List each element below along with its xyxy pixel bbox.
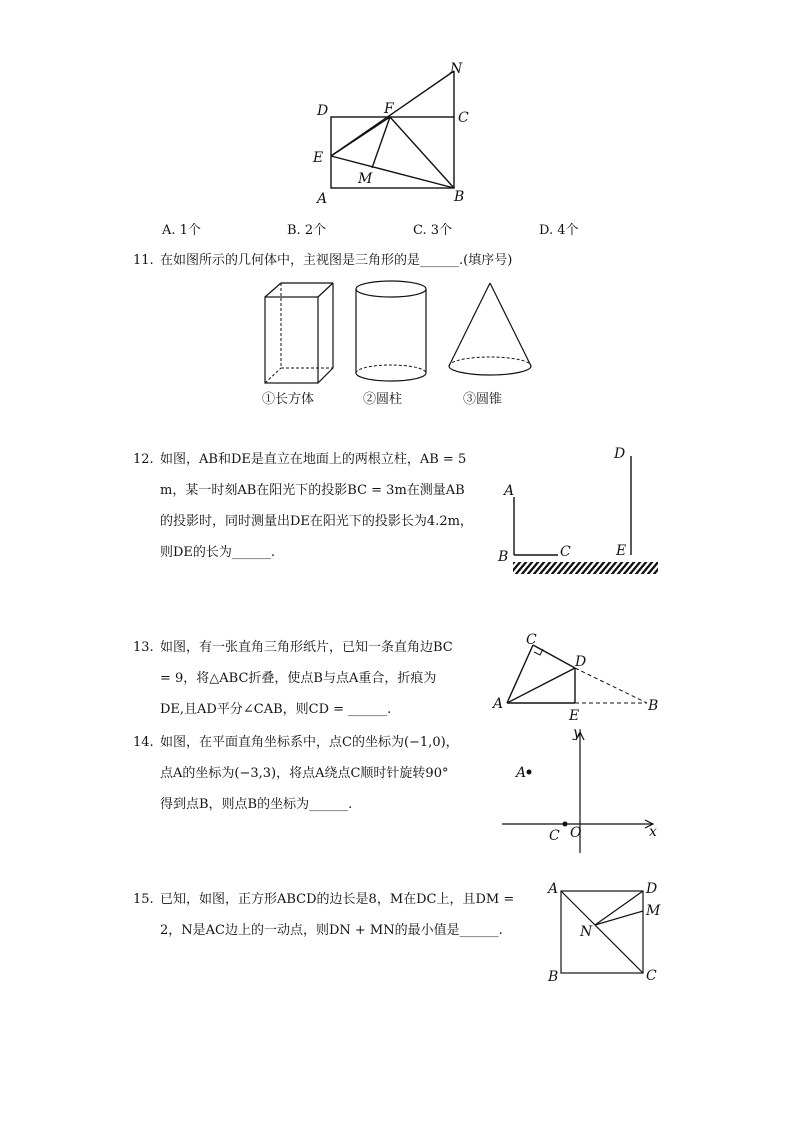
q11-number: 11.	[133, 253, 154, 268]
q12-label-e: E	[616, 543, 627, 559]
q10-option-b[interactable]: B. 2个	[287, 223, 327, 238]
q14-figure	[500, 725, 665, 860]
q14-label-x: x	[649, 824, 657, 840]
q14-label-o: O	[570, 825, 582, 841]
q13-label-c: C	[526, 632, 537, 648]
q15-label-d: D	[646, 881, 658, 897]
q11-text: 在如图所示的几何体中，主视图是三角形的是______.(填序号)	[160, 253, 513, 268]
q12-label-c: C	[560, 544, 571, 560]
q13-label-b: B	[648, 698, 659, 714]
q12-line-4: 则DE的长为______.	[160, 545, 276, 560]
q10-label-m: M	[358, 171, 373, 187]
q15-line-1: 已知，如图，正方形ABCD的边长是8，M在DC上，且DM =	[160, 892, 515, 907]
q12-line-2: m，某一时刻AB在阳光下的投影BC = 3m在测量AB	[160, 483, 465, 498]
q15-label-b: B	[548, 969, 559, 985]
q15-label-a: A	[548, 881, 559, 897]
q10-label-e: E	[313, 150, 324, 166]
q13-number: 13.	[133, 640, 154, 655]
q10-option-c[interactable]: C. 3个	[413, 223, 453, 238]
q14-line-1: 如图，在平面直角坐标系中，点C的坐标为(−1,0)，	[160, 735, 459, 750]
q11-solid-cuboid-label: ①长方体	[262, 392, 315, 407]
q14-label-c: C	[549, 828, 560, 844]
q10-label-c: C	[458, 110, 469, 126]
q12-number: 12.	[133, 452, 154, 467]
q13-label-d: D	[575, 654, 587, 670]
q10-label-f: F	[384, 101, 394, 117]
q15-line-2: 2，N是AC边上的一动点，则DN + MN的最小值是______.	[160, 923, 503, 938]
q11-solid-cylinder-label: ②圆柱	[363, 392, 403, 407]
q10-label-b: B	[454, 189, 465, 205]
q13-label-a: A	[493, 696, 504, 712]
q13-label-e: E	[569, 708, 580, 724]
q13-figure	[490, 628, 665, 728]
q15-label-c: C	[646, 968, 657, 984]
q14-number: 14.	[133, 735, 154, 750]
q10-label-a: A	[317, 191, 328, 207]
q10-label-d: D	[317, 103, 329, 119]
q10-option-a[interactable]: A. 1个	[162, 223, 201, 238]
q10-figure	[300, 55, 500, 215]
q12-line-3: 的投影时，同时测量出DE在阳光下的投影长为4.2m，	[160, 514, 473, 529]
q12-line-1: 如图，AB和DE是直立在地面上的两根立柱，AB = 5	[160, 452, 467, 467]
q13-line-1: 如图，有一张直角三角形纸片，已知一条直角边BC	[160, 640, 453, 655]
q14-line-2: 点A的坐标为(−3,3)，将点A绕点C顺时针旋转90°	[160, 766, 449, 781]
q13-line-3: DE,且AD平分∠CAB，则CD = ______.	[160, 702, 392, 717]
q12-figure	[495, 440, 665, 580]
q11-solid-cone-label: ③圆锥	[463, 392, 503, 407]
q15-figure	[540, 878, 670, 988]
q12-label-b: B	[498, 549, 509, 565]
q13-line-2: = 9，将△ABC折叠，使点B与点A重合，折痕为	[160, 671, 437, 686]
q12-label-a: A	[504, 483, 515, 499]
q15-label-n: N	[580, 924, 593, 940]
q15-label-m: M	[646, 903, 661, 919]
q14-label-y: y	[573, 725, 581, 741]
q14-label-a: A	[516, 765, 527, 781]
q12-label-d: D	[614, 446, 626, 462]
q10-label-n: N	[450, 61, 463, 77]
q14-line-3: 得到点B，则点B的坐标为______.	[160, 797, 353, 812]
q10-option-d[interactable]: D. 4个	[539, 223, 579, 238]
q15-number: 15.	[133, 892, 154, 907]
